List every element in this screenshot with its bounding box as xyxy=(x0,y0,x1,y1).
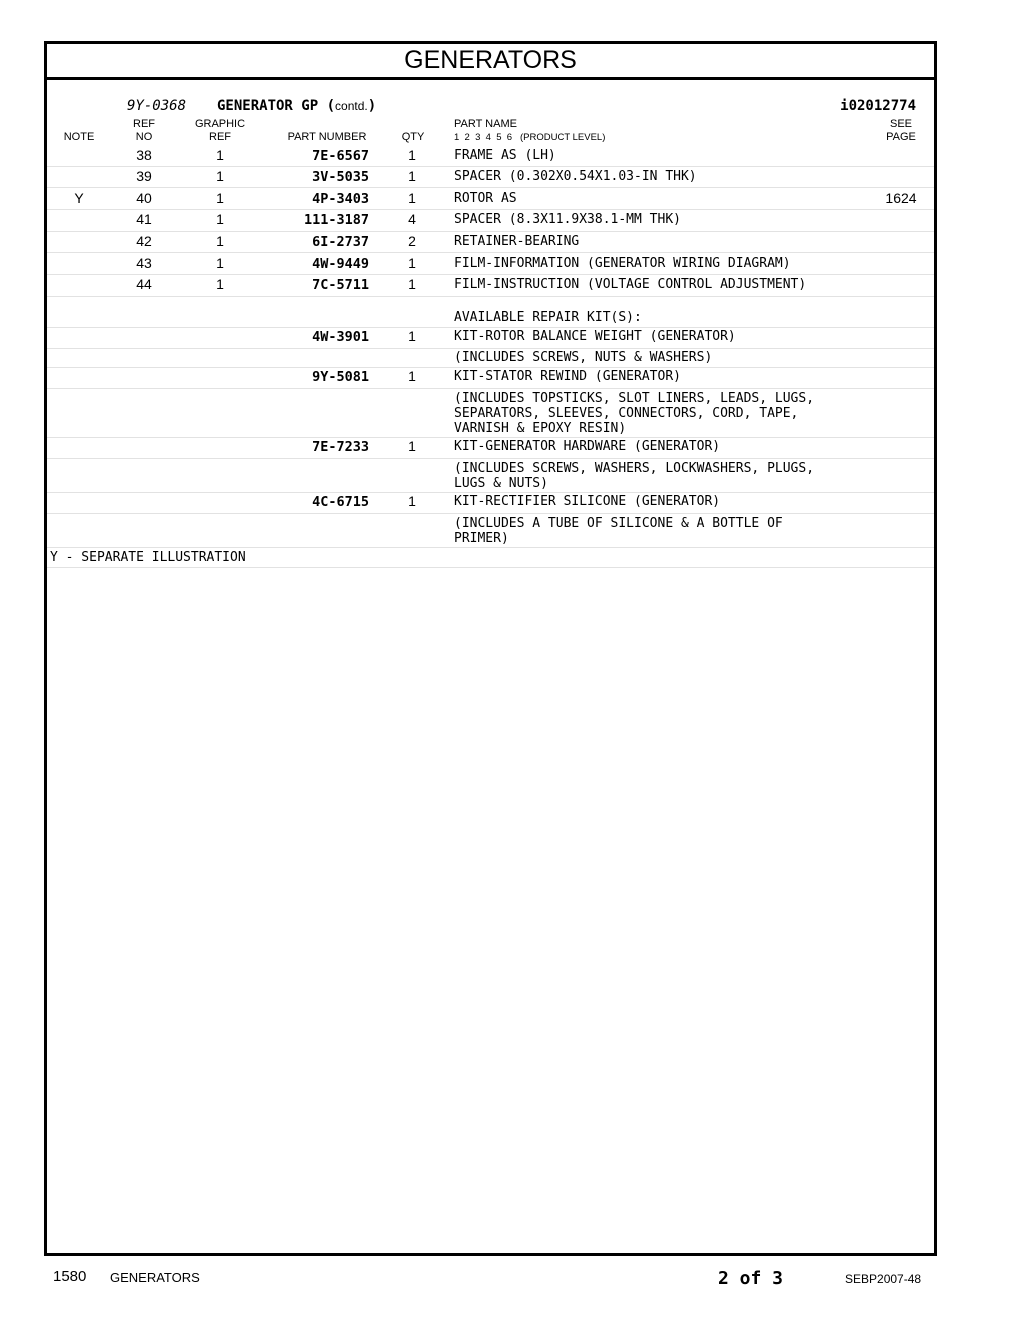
row-see-page: 1624 xyxy=(885,190,917,206)
kit-includes-row xyxy=(47,348,934,368)
header-ref-no-line1: REF xyxy=(133,118,155,130)
kit-part-number: 4C-6715 xyxy=(312,494,369,510)
row-note: Y xyxy=(74,190,84,206)
row-graphic: 1 xyxy=(216,276,224,292)
row-graphic: 1 xyxy=(216,255,224,271)
illustration-id: i02012774 xyxy=(840,98,916,114)
row-qty: 4 xyxy=(408,211,416,227)
row-part-name: SPACER (8.3X11.9X38.1-MM THK) xyxy=(454,212,681,227)
header-ref-no xyxy=(127,118,161,144)
footer-section: GENERATORS xyxy=(110,1270,200,1285)
row-graphic: 1 xyxy=(216,147,224,163)
kit-includes: (INCLUDES SCREWS, WASHERS, LOCKWASHERS, PLUGS, LUGS & NUTS) xyxy=(454,461,815,491)
header-ref-no-line2: NO xyxy=(135,131,153,143)
kits-heading: AVAILABLE REPAIR KIT(S): xyxy=(454,310,642,325)
group-name-text: GENERATOR GP ( xyxy=(217,98,336,114)
header-note: NOTE xyxy=(63,131,95,143)
group-name xyxy=(217,98,376,114)
kit-includes: (INCLUDES A TUBE OF SILICONE & A BOTTLE OF PRIMER) xyxy=(454,516,783,546)
row-graphic: 1 xyxy=(216,168,224,184)
kit-includes: (INCLUDES SCREWS, NUTS & WASHERS) xyxy=(454,350,713,365)
header-graphic-ref-line2: REF xyxy=(209,131,231,143)
header-part-number: PART NUMBER xyxy=(287,131,367,143)
table-row xyxy=(47,274,934,297)
table-row xyxy=(47,231,934,253)
header-graphic-ref-line1: GRAPHIC xyxy=(194,118,246,130)
row-part-name: FILM-INFORMATION (GENERATOR WIRING DIAGRAM) xyxy=(454,256,791,271)
header-graphic-ref xyxy=(192,118,248,144)
row-graphic: 1 xyxy=(216,233,224,249)
row-ref: 42 xyxy=(136,233,152,249)
legend-row xyxy=(47,547,934,568)
header-see-page xyxy=(877,118,925,144)
row-part-number: 111-3187 xyxy=(303,212,369,228)
row-ref: 44 xyxy=(136,276,152,292)
kit-part-number: 9Y-5081 xyxy=(312,369,369,385)
group-part-number: 9Y-0368 xyxy=(127,98,187,114)
kit-part-number: 7E-7233 xyxy=(312,439,369,455)
kits-heading-row xyxy=(47,296,934,328)
kit-includes: (INCLUDES TOPSTICKS, SLOT LINERS, LEADS, LUGS, SEPARATORS, SLEEVES, CONNECTORS, CORD, TAPE, VARNISH & EPOXY RESIN) xyxy=(454,391,815,436)
legend-text: Y - SEPARATE ILLUSTRATION xyxy=(50,550,246,565)
row-qty: 1 xyxy=(408,276,416,292)
row-qty: 2 xyxy=(408,233,416,249)
row-part-number: 7E-6567 xyxy=(312,148,369,164)
row-graphic: 1 xyxy=(216,211,224,227)
table-row xyxy=(47,252,934,275)
kit-name: KIT-RECTIFIER SILICONE (GENERATOR) xyxy=(454,494,721,509)
kit-qty: 1 xyxy=(408,368,416,384)
kit-part-number: 4W-3901 xyxy=(312,329,369,345)
kit-row xyxy=(47,492,934,514)
row-part-number: 4P-3403 xyxy=(312,191,369,207)
kit-includes-row xyxy=(47,458,934,493)
group-contd: contd. xyxy=(335,99,368,113)
row-qty: 1 xyxy=(408,255,416,271)
row-ref: 43 xyxy=(136,255,152,271)
row-part-name: SPACER (0.302X0.54X1.03-IN THK) xyxy=(454,169,697,184)
row-part-name: RETAINER-BEARING xyxy=(454,234,580,249)
table-row xyxy=(47,166,934,188)
header-part-name-line1: PART NAME xyxy=(454,118,517,130)
row-ref: 40 xyxy=(136,190,152,206)
footer-page-of: 2 of 3 xyxy=(718,1268,784,1289)
row-qty: 1 xyxy=(408,168,416,184)
row-part-name: FRAME AS (LH) xyxy=(454,148,556,163)
kit-row xyxy=(47,327,934,349)
kit-row xyxy=(47,367,934,389)
row-part-number: 6I-2737 xyxy=(312,234,369,250)
row-part-number: 3V-5035 xyxy=(312,169,369,185)
row-ref: 39 xyxy=(136,168,152,184)
kit-name: KIT-STATOR REWIND (GENERATOR) xyxy=(454,369,681,384)
kit-name: KIT-GENERATOR HARDWARE (GENERATOR) xyxy=(454,439,721,454)
row-ref: 41 xyxy=(136,211,152,227)
header-part-name xyxy=(454,118,605,144)
kit-row xyxy=(47,437,934,459)
row-part-name: FILM-INSTRUCTION (VOLTAGE CONTROL ADJUSTMENT) xyxy=(454,277,807,292)
row-qty: 1 xyxy=(408,147,416,163)
kit-qty: 1 xyxy=(408,328,416,344)
row-ref: 38 xyxy=(136,147,152,163)
header-product-level: 1 2 3 4 5 6 (PRODUCT LEVEL) xyxy=(454,132,606,143)
header-see-page-line1: SEE xyxy=(889,118,912,130)
page-frame xyxy=(44,41,937,1256)
header-qty: QTY xyxy=(401,131,425,143)
footer-page-number: 1580 xyxy=(53,1268,87,1285)
page-title: GENERATORS xyxy=(47,44,934,80)
table-row xyxy=(47,145,934,167)
row-part-number: 7C-5711 xyxy=(312,277,369,293)
kit-name: KIT-ROTOR BALANCE WEIGHT (GENERATOR) xyxy=(454,329,736,344)
kit-includes-row xyxy=(47,388,934,438)
kit-qty: 1 xyxy=(408,438,416,454)
row-part-number: 4W-9449 xyxy=(312,256,369,272)
header-see-page-line2: PAGE xyxy=(886,131,916,143)
table-row xyxy=(47,209,934,232)
footer-doc-id: SEBP2007-48 xyxy=(845,1272,922,1286)
row-qty: 1 xyxy=(408,190,416,206)
row-part-name: ROTOR AS xyxy=(454,191,517,206)
row-graphic: 1 xyxy=(216,190,224,206)
group-close: ) xyxy=(367,98,377,114)
table-row xyxy=(47,187,934,210)
kit-includes-row xyxy=(47,513,934,548)
kit-qty: 1 xyxy=(408,493,416,509)
